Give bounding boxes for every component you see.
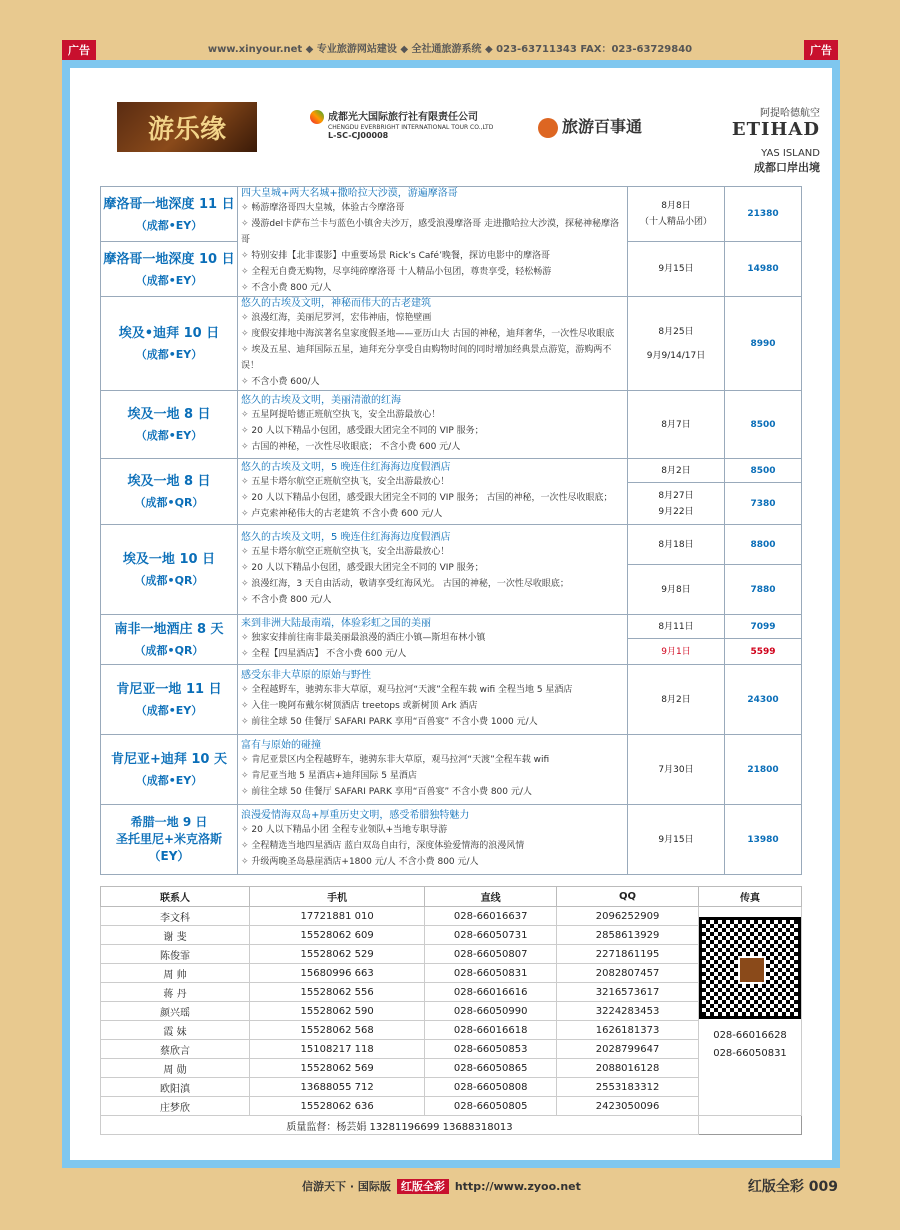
desc-line: ✧ 全程【四星酒店】 不含小费 600 元/人 xyxy=(241,646,627,662)
qr-code-icon[interactable] xyxy=(699,917,801,1019)
price-cell: 8500 xyxy=(725,459,802,483)
contact-qq: 3216573617 xyxy=(557,983,699,1002)
contact-mobile: 15528062 636 xyxy=(250,1097,425,1116)
contact-row xyxy=(101,983,802,1002)
contact-row xyxy=(101,1002,802,1021)
tour-row xyxy=(101,297,802,391)
contact-row xyxy=(101,945,802,964)
desc-title: 悠久的古埃及文明，神秘而伟大的古老建筑 xyxy=(241,298,431,309)
tour-row xyxy=(101,665,802,735)
baishitong-logo xyxy=(538,114,642,138)
route-sub: （成都•EY） xyxy=(135,704,203,717)
price-cell: 21800 xyxy=(725,735,802,805)
license-number: L-SC-CJ00008 xyxy=(328,131,389,140)
desc-line: ✧ 古国的神秘，一次性尽收眼底； 不含小费 600 元/人 xyxy=(241,439,627,455)
everbright-name: 成都光大国际旅行社有限责任公司 xyxy=(328,112,478,123)
contact-phone: 028-66050805 xyxy=(425,1097,557,1116)
contact-qq: 2096252909 xyxy=(557,907,699,926)
contact-name: 陈俊霏 xyxy=(101,945,250,964)
route-name: 希腊一地 9 日 xyxy=(130,815,208,829)
contact-mobile: 15528062 569 xyxy=(250,1059,425,1078)
desc-line: ✧ 前往全球 50 佳餐厅 SAFARI PARK 享用“百兽宴” 不含小费 800 元/人 xyxy=(241,784,627,800)
contact-row xyxy=(101,926,802,945)
contact-phone: 028-66016618 xyxy=(425,1021,557,1040)
contact-mobile: 15528062 556 xyxy=(250,983,425,1002)
desc-cell xyxy=(238,525,628,615)
desc-title: 浪漫爱情海双岛+厚重历史文明，感受希腊独特魅力 xyxy=(241,810,470,821)
fax-number: 028-66050831 xyxy=(713,1048,787,1059)
desc-line: ✧ 全程越野车，驰骋东非大草原，观马拉河“天渡”全程车载 wifi 全程当地 5 星酒店 xyxy=(241,682,627,698)
tour-row xyxy=(101,187,802,242)
contact-name: 谢 斐 xyxy=(101,926,250,945)
date-cell: 8月7日 xyxy=(628,391,725,459)
desc-cell xyxy=(238,391,628,459)
desc-line: ✧ 埃及五星、迪拜国际五星，迪拜充分享受自由购物时间的同时增加经典景点游览，游购两不误！ xyxy=(241,342,627,374)
date-cell: 8月2日 xyxy=(628,665,725,735)
contact-name: 李文科 xyxy=(101,907,250,926)
desc-line: ✧ 20 人以下精品小包团，感受跟大团完全不同的 VIP 服务； xyxy=(241,423,627,439)
baishitong-icon xyxy=(538,118,558,138)
everbright-en: CHENGDU EVERBRIGHT INTERNATIONAL TOUR CO.,LTD xyxy=(328,124,494,131)
route-name: 埃及•迪拜 10 日 xyxy=(118,326,220,341)
desc-title: 悠久的古埃及文明，美丽清澈的红海 xyxy=(241,395,401,406)
route-name: 埃及一地 8 日 xyxy=(127,474,211,489)
desc-title: 悠久的古埃及文明，5 晚连住红海海边度假酒店 xyxy=(241,462,451,473)
contact-name: 欧阳滇 xyxy=(101,1078,250,1097)
contact-name: 颜兴瑶 xyxy=(101,1002,250,1021)
route-cell xyxy=(101,665,238,735)
contact-qq: 2082807457 xyxy=(557,964,699,983)
desc-cell xyxy=(238,459,628,525)
tour-row xyxy=(101,615,802,639)
desc-line: ✧ 肯尼亚当地 5 星酒店+迪拜国际 5 星酒店 xyxy=(241,768,627,784)
route-sub: （成都•EY） xyxy=(135,218,203,232)
etihad-cn: 阿提哈德航空 xyxy=(760,108,820,119)
price-cell: 5599 xyxy=(725,639,802,665)
route-sub: （成都•QR） xyxy=(134,574,204,587)
desc-title: 来到非洲大陆最南端，体验彩虹之国的美丽 xyxy=(241,618,431,629)
desc-line: ✧ 全程无自费无购物，尽享纯碎摩洛哥 十人精品小包团，尊贵享受，轻松畅游 xyxy=(241,264,627,280)
footer xyxy=(0,1178,900,1194)
page-number: 红版全彩 009 xyxy=(747,1179,838,1195)
route-sub: （成都•EY） xyxy=(135,348,203,361)
route-cell xyxy=(101,297,238,391)
contact-phone: 028-66016637 xyxy=(425,907,557,926)
ad-label-right: 广告 xyxy=(804,40,838,60)
date-cell: 9月1日 xyxy=(628,639,725,665)
route-name: 肯尼亚一地 11 日 xyxy=(116,682,222,697)
contact-phone: 028-66016616 xyxy=(425,983,557,1002)
date-cell xyxy=(628,297,725,391)
contact-qq: 2271861195 xyxy=(557,945,699,964)
contact-phone: 028-66050831 xyxy=(425,964,557,983)
route-name: 埃及一地 8 日 xyxy=(127,407,211,422)
price-cell: 21380 xyxy=(725,187,802,242)
tour-table xyxy=(100,186,802,875)
date-cell: 8月11日 xyxy=(628,615,725,639)
price-cell: 8500 xyxy=(725,391,802,459)
desc-cell xyxy=(238,805,628,875)
baishitong-name: 旅游百事通 xyxy=(562,117,643,136)
desc-line: ✧ 浪漫红海，3 天自由活动，敬请享受红海风光。 古国的神秘，一次性尽收眼底； xyxy=(241,576,627,592)
route-name: 摩洛哥一地深度 10 日 xyxy=(103,251,235,267)
col-header: QQ xyxy=(557,887,699,907)
contact-name: 蔡欣言 xyxy=(101,1040,250,1059)
contact-table xyxy=(100,886,802,1135)
contact-row xyxy=(101,1097,802,1116)
youleyuan-logo: 游乐缘 xyxy=(117,102,257,152)
contact-name: 蒋 丹 xyxy=(101,983,250,1002)
col-header: 手机 xyxy=(250,887,425,907)
desc-line: ✧ 畅游摩洛哥四大皇城，体验古今摩洛哥 xyxy=(241,200,627,216)
contact-mobile: 15108217 118 xyxy=(250,1040,425,1059)
date-cell: 9月8日 xyxy=(628,565,725,615)
tour-row xyxy=(101,391,802,459)
footer-url[interactable]: http://www.zyoo.net xyxy=(454,1180,581,1193)
contact-qq: 3224283453 xyxy=(557,1002,699,1021)
footer-badge: 红版全彩 xyxy=(397,1179,449,1194)
contact-qq: 2553183312 xyxy=(557,1078,699,1097)
route-name: 摩洛哥一地深度 11 日 xyxy=(103,196,235,212)
date-cell: 8月2日 xyxy=(628,459,725,483)
route-cell xyxy=(101,805,238,875)
desc-cell xyxy=(238,297,628,391)
contact-qq: 2423050096 xyxy=(557,1097,699,1116)
ad-page xyxy=(70,68,832,1160)
route-name-2: 圣托里尼+米克洛斯 xyxy=(115,832,223,846)
desc-line: ✧ 五星卡塔尔航空正班航空执飞，安全出游最放心！ xyxy=(241,474,627,490)
header xyxy=(70,68,832,186)
date-text: 9月9/14/17日 xyxy=(646,350,706,361)
contact-qq: 1626181373 xyxy=(557,1021,699,1040)
desc-line: ✧ 特别安排【北非谍影】中重要场景 Rick’s Café’晚餐，探访电影中的摩洛哥 xyxy=(241,248,627,264)
contact-row xyxy=(101,1059,802,1078)
chengdu-departure: 成都口岸出境 xyxy=(754,161,820,174)
route-sub: （成都•QR） xyxy=(134,644,204,657)
col-header: 直线 xyxy=(425,887,557,907)
supervisor-row xyxy=(101,1116,802,1135)
route-cell xyxy=(101,525,238,615)
route-cell xyxy=(101,735,238,805)
route-sub: （EY） xyxy=(148,849,190,863)
ad-label-left: 广告 xyxy=(62,40,96,60)
desc-title: 富有与原始的碰撞 xyxy=(241,740,321,751)
desc-line: ✧ 五星卡塔尔航空正班航空执飞，安全出游最放心！ xyxy=(241,544,627,560)
date-cell xyxy=(628,187,725,242)
price-cell: 14980 xyxy=(725,242,802,297)
contact-phone: 028-66050990 xyxy=(425,1002,557,1021)
contact-name: 周 帅 xyxy=(101,964,250,983)
etihad-brand: ETIHAD xyxy=(731,119,820,140)
desc-line: ✧ 不含小费 800 元/人 xyxy=(241,280,627,296)
route-cell xyxy=(101,459,238,525)
contact-phone: 028-66050853 xyxy=(425,1040,557,1059)
footer-brand: 信游天下 · 国际版 xyxy=(302,1180,391,1193)
date-text: 8月8日 xyxy=(661,201,691,211)
desc-line: ✧ 独家安排前往南非最美丽最浪漫的酒庄小镇—斯坦布林小镇 xyxy=(241,630,627,646)
desc-line: ✧ 不含小费 600/人 xyxy=(241,374,627,390)
col-header: 传真 xyxy=(699,887,802,907)
contact-mobile: 13688055 712 xyxy=(250,1078,425,1097)
date-cell: 8月18日 xyxy=(628,525,725,565)
contact-phone: 028-66050731 xyxy=(425,926,557,945)
contact-row xyxy=(101,907,802,926)
route-cell xyxy=(101,187,238,242)
route-cell xyxy=(101,391,238,459)
contact-mobile: 15528062 568 xyxy=(250,1021,425,1040)
contact-qq: 2028799647 xyxy=(557,1040,699,1059)
desc-line: ✧ 20 人以下精品小团 全程专业领队+当地专职导游 xyxy=(241,822,627,838)
route-sub: （成都•EY） xyxy=(135,273,203,287)
contact-name: 霞 妹 xyxy=(101,1021,250,1040)
tour-row xyxy=(101,735,802,805)
price-cell: 24300 xyxy=(725,665,802,735)
contact-row xyxy=(101,964,802,983)
date-cell: 9月15日 xyxy=(628,805,725,875)
fax-number: 028-66016628 xyxy=(713,1030,787,1041)
everbright-icon xyxy=(310,110,324,124)
desc-line: ✧ 不含小费 800 元/人 xyxy=(241,592,627,608)
desc-line: ✧ 漫游del卡萨布兰卡与蓝色小镇舍夫沙万，感受浪漫摩洛哥 走进撒哈拉大沙漠，探秘神秘摩洛哥 xyxy=(241,216,627,248)
price-cell: 8800 xyxy=(725,525,802,565)
contact-row xyxy=(101,1040,802,1059)
desc-line: ✧ 肯尼亚景区内全程越野车，驰骋东非大草原，观马拉河“天渡”全程车载 wifi xyxy=(241,752,627,768)
top-contact-line: www.xinyour.net ◆ 专业旅游网站建设 ◆ 全社通旅游系统 ◆ 023-63711343 FAX：023-63729840 xyxy=(207,44,693,55)
desc-line: ✧ 20 人以下精品小包团，感受跟大团完全不同的 VIP 服务； xyxy=(241,560,627,576)
contact-mobile: 17721881 010 xyxy=(250,907,425,926)
desc-line: ✧ 前往全球 50 佳餐厅 SAFARI PARK 享用“百兽宴” 不含小费 1000 元/人 xyxy=(241,714,627,730)
contact-phone: 028-66050808 xyxy=(425,1078,557,1097)
contact-mobile: 15528062 590 xyxy=(250,1002,425,1021)
tour-row xyxy=(101,805,802,875)
contact-phone: 028-66050807 xyxy=(425,945,557,964)
route-name: 肯尼亚+迪拜 10 天 xyxy=(110,752,228,767)
date-text: 8月27日 xyxy=(658,490,694,501)
tour-row xyxy=(101,459,802,483)
desc-title: 感受东非大草原的原始与野性 xyxy=(241,670,371,681)
desc-line: ✧ 全程精选当地四星酒店 蓝白双岛自由行，深度体验爱情海的浪漫风情 xyxy=(241,838,627,854)
contact-mobile: 15528062 609 xyxy=(250,926,425,945)
col-header: 联系人 xyxy=(101,887,250,907)
route-name: 南非一地酒庄 8 天 xyxy=(114,622,224,637)
price-cell: 7880 xyxy=(725,565,802,615)
desc-cell xyxy=(238,735,628,805)
desc-cell xyxy=(238,187,628,297)
fax-cell xyxy=(699,907,802,1116)
desc-line: ✧ 度假安排地中海滨著名皇家度假圣地——亚历山大 古国的神秘，迪拜奢华，一次性尽收眼底 xyxy=(241,326,627,342)
contact-name: 庄梦欣 xyxy=(101,1097,250,1116)
yas-island: YAS ISLAND xyxy=(761,148,820,159)
desc-line: ✧ 浪漫红海，美丽尼罗河，宏伟神庙，惊艳壁画 xyxy=(241,310,627,326)
price-cell: 7380 xyxy=(725,483,802,525)
date-cell xyxy=(628,483,725,525)
contact-qq: 2858613929 xyxy=(557,926,699,945)
tour-row xyxy=(101,525,802,565)
desc-line: ✧ 卢克索神秘伟大的古老建筑 不含小费 600 元/人 xyxy=(241,506,627,522)
everbright-logo xyxy=(310,108,493,140)
contact-mobile: 15528062 529 xyxy=(250,945,425,964)
contact-header-row xyxy=(101,887,802,907)
route-sub: （成都•EY） xyxy=(135,774,203,787)
date-text: 8月25日 xyxy=(658,326,694,337)
contact-name: 周 勋 xyxy=(101,1059,250,1078)
contact-row xyxy=(101,1078,802,1097)
date-text: 9月22日 xyxy=(658,506,694,517)
price-cell: 7099 xyxy=(725,615,802,639)
contact-qq: 2088016128 xyxy=(557,1059,699,1078)
price-cell: 13980 xyxy=(725,805,802,875)
desc-title: 悠久的古埃及文明，5 晚连住红海海边度假酒店 xyxy=(241,532,451,543)
contact-mobile: 15680996 663 xyxy=(250,964,425,983)
route-cell xyxy=(101,242,238,297)
price-cell: 8990 xyxy=(725,297,802,391)
desc-line: ✧ 入住一晚阿布戴尔树顶酒店 treetops 或新树顶 Ark 酒店 xyxy=(241,698,627,714)
desc-title: 四大皇城+两大名城+撒哈拉大沙漠，游遍摩洛哥 xyxy=(241,188,458,199)
date-cell: 9月15日 xyxy=(628,242,725,297)
desc-cell xyxy=(238,615,628,665)
etihad-logo xyxy=(720,104,820,175)
date-cell: 7月30日 xyxy=(628,735,725,805)
route-sub: （成都•EY） xyxy=(135,429,203,442)
route-cell xyxy=(101,615,238,665)
desc-line: ✧ 五星阿提哈德正班航空执飞，安全出游最放心！ xyxy=(241,407,627,423)
desc-line: ✧ 升级两晚圣岛悬崖酒店+1800 元/人 不含小费 800 元/人 xyxy=(241,854,627,870)
route-sub: （成都•QR） xyxy=(134,496,204,509)
desc-cell xyxy=(238,665,628,735)
route-name: 埃及一地 10 日 xyxy=(122,552,216,567)
date-note: （十人精品小团） xyxy=(639,217,712,227)
supervisor-text: 质量监督：杨芸娟 13281196699 13688318013 xyxy=(101,1116,699,1135)
contact-row xyxy=(101,1021,802,1040)
desc-line: ✧ 20 人以下精品小包团，感受跟大团完全不同的 VIP 服务； 古国的神秘，一次性尽收眼底； xyxy=(241,490,627,506)
contact-phone: 028-66050865 xyxy=(425,1059,557,1078)
